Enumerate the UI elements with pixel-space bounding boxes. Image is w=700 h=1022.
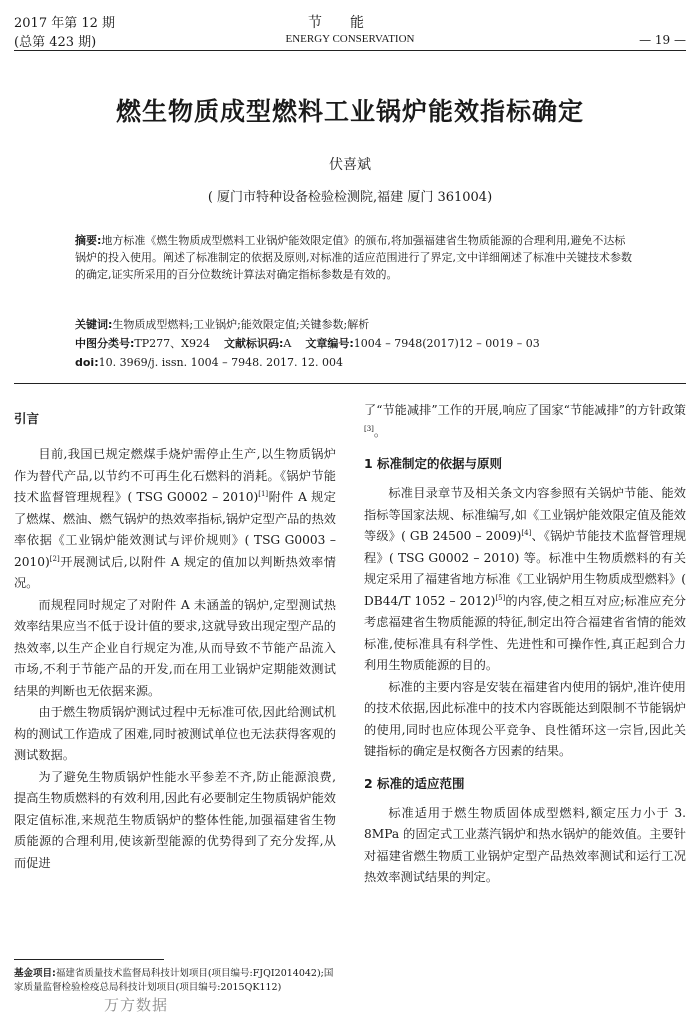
doi-label: doi: xyxy=(75,356,99,369)
right-column xyxy=(364,400,686,889)
doccode-text: A xyxy=(283,337,292,350)
citation-ref: [4] xyxy=(521,528,532,537)
keywords xyxy=(75,316,635,333)
funding-footnote xyxy=(14,967,336,995)
paragraph: 标准的主要内容是安装在福建省内使用的锅炉,准许使用的技术依据,因此标准中的技术内容既能达到限制不节能锅炉的使用,同时也应体现公平竞争、良性循环这一宗旨,因此关键指标的确定是权衡各方因素的结果。 xyxy=(364,679,686,758)
keywords-text: 生物质成型燃料;工业锅炉;能效限定值;关键参数;解析 xyxy=(112,318,370,331)
citation-ref: [2] xyxy=(49,554,60,563)
page-number: — 19 — xyxy=(639,33,686,47)
doi-text: 10. 3969/j. issn. 1004 – 7948. 2017. 12. 004 xyxy=(98,356,344,369)
journal-name-en: ENERGY CONSERVATION xyxy=(285,33,415,45)
paragraph: 由于燃生物质锅炉测试过程中无标准可依,因此给测试机构的测试工作造成了困难,同时被测试单位也无法获得客观的测试数据。 xyxy=(14,705,336,762)
footnote-divider xyxy=(14,959,164,960)
issue-label: 2017 年第 12 期 xyxy=(14,16,116,31)
footnote-label: 基金项目: xyxy=(14,968,56,979)
doccode-label: 文献标识码: xyxy=(223,337,284,350)
article-author: 伏喜斌 xyxy=(329,157,371,173)
article-title: 燃生物质成型燃料工业锅炉能效指标确定 xyxy=(115,97,584,126)
running-header xyxy=(14,10,686,51)
section-heading-intro: 引言 xyxy=(14,411,40,426)
paragraph: 标准目录章节及相关条文内容参照有关锅炉节能、能效指标等国家法规、标准编写,如《工业锅炉能效限定值及能效等级》( GB 24500 – 2009)[4]、《锅炉节能技术监督管理规程》( TSG G0002 – 2010) 等。标准中生物质燃料的有关规定采用了福建省地方标准《工业锅炉用生物质成型燃料》( DB44/T 1052 – 2012)[5]的内容,使之相互对应;标准应充分考虑福建省生物质能源的特征,制定出符合福建省省情的能效标准,使标准具有科学性、先进性和可操作性,真正起到合力利用生物质能源的目的。 xyxy=(364,486,687,672)
left-column xyxy=(14,400,336,874)
citation-ref: [1] xyxy=(258,489,269,498)
abstract xyxy=(75,232,635,283)
doi-line xyxy=(75,354,635,371)
paragraph: 而规程同时规定了对附件 A 未涵盖的锅炉,定型测试热效率结果应当不低于设计值的要求,这就导致出现定型产品的热效率,以生产企业自行规定为准,从而导致不节能产品流入市场,不利于节能产品的开发,而在用工业锅炉定期能效测试结果的判断也无依据来源。 xyxy=(14,597,336,698)
header-divider xyxy=(14,383,686,384)
artno-text: 1004 – 7948(2017)12 – 0019 – 03 xyxy=(353,337,540,350)
class-text: TP277、X924 xyxy=(134,337,210,350)
paragraph-continued: 了“节能减排”工作的开展,响应了国家“节能减排”的方针政策[3]。 xyxy=(364,403,686,439)
paragraph: 目前,我国已规定燃煤手烧炉需停止生产,以生物质锅炉作为替代产品,以节约不可再生化石燃料的消耗。《锅炉节能技术监督管理规程》( TSG G0002 – 2010)[1]附件 A 规定了燃煤、燃油、燃气锅炉的热效率指标,锅炉定型产品的热效率依据《工业锅炉能效测试与评价规则》( TSG G0003 – 2010)[2]开展测试后,以附件 A 规定的值加以判断热效率情况。 xyxy=(14,447,336,590)
section-heading-2: 2 标准的适应范围 xyxy=(364,775,465,791)
serial-label: (总第 423 期) xyxy=(14,35,97,50)
watermark: 万方数据 xyxy=(104,996,169,1014)
keywords-label: 关键词: xyxy=(75,318,113,331)
class-label: 中图分类号: xyxy=(75,337,135,350)
artno-label: 文章编号: xyxy=(305,337,354,350)
classification-line xyxy=(75,335,635,352)
abstract-text: 地方标准《燃生物质成型燃料工业锅炉能效限定值》的颁布,将加强福建省生物质能源的合理利用,避免不达标锅炉的投入使用。阐述了标准制定的依据及原则,对标准的适应范围进行了界定,文中详细阐述了标准中关键技术参数的确定,证实所采用的百分位数统计算法对确定指标参数是有效的。 xyxy=(75,234,632,281)
author-affiliation: ( 厦门市特种设备检验检测院,福建 厦门 361004) xyxy=(207,190,493,205)
paragraph: 标准适用于燃生物质固体成型燃料,额定压力小于 3. 8MPa 的固定式工业蒸汽锅炉和热水锅炉的能效值。主要针对福建省燃生物质工业锅炉定型产品热效率测试和运行工况热效率测试结果的判定。 xyxy=(364,805,686,884)
citation-ref: [3] xyxy=(364,424,374,433)
abstract-label: 摘要: xyxy=(75,234,102,247)
footnote-text: 福建省质量技术监督局科技计划项目(项目编号:FJQI2014042);国家质量监督检验检疫总局科技计划项目(项目编号:2015QK112) xyxy=(14,968,334,993)
citation-ref: [5] xyxy=(495,593,506,602)
journal-name-cn: 节能 xyxy=(308,15,392,31)
section-heading-1: 1 标准制定的依据与原则 xyxy=(364,456,503,471)
paragraph: 为了避免生物质锅炉性能水平参差不齐,防止能源浪费,提高生物质燃料的有效利用,因此有必要制定生物质锅炉能效限定值标准,来规范生物质锅炉的整体性能,加强福建省生物质能源的合理利用,使该新型能源的优势得到了充分发挥,从而促进 xyxy=(14,769,336,870)
